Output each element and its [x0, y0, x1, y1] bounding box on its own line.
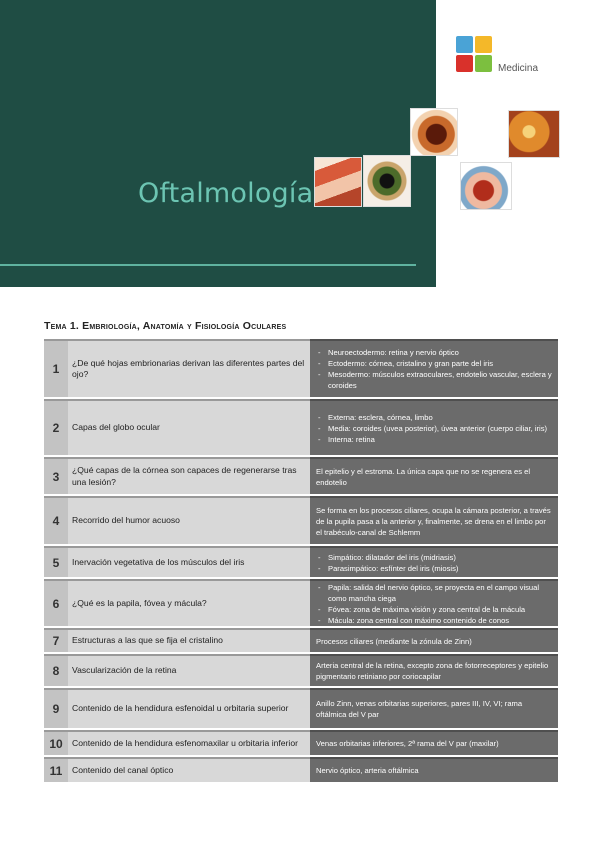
eye-section-image: [460, 162, 512, 210]
table-row: [44, 730, 558, 755]
row-number: 5: [44, 546, 68, 577]
row-number: 6: [44, 579, 68, 626]
row-answer: [310, 339, 558, 397]
qa-table: [44, 339, 558, 784]
row-number: 4: [44, 496, 68, 544]
answer-text: Venas orbitarias inferiores, 2ª rama del V par (maxilar): [316, 739, 499, 748]
row-question: Vascularización de la retina: [68, 654, 310, 686]
row-question: Estructuras a las que se fija el cristalino: [68, 628, 310, 652]
row-number: 9: [44, 688, 68, 728]
answer-list: [316, 552, 552, 574]
row-answer: [310, 757, 558, 782]
answer-text: Nervio óptico, arteria oftálmica: [316, 766, 419, 775]
answer-list-item: - Ectodermo: córnea, cristalino y gran parte del iris: [316, 358, 552, 369]
table-row: [44, 757, 558, 782]
row-number: 11: [44, 757, 68, 782]
table-row: [44, 399, 558, 455]
header-panel: [0, 0, 436, 287]
eye-cross-section-image: [314, 157, 362, 207]
header-divider: [0, 264, 416, 266]
row-question: Inervación vegetativa de los músculos del iris: [68, 546, 310, 577]
row-number: 1: [44, 339, 68, 397]
table-row: [44, 546, 558, 577]
row-answer: [310, 688, 558, 728]
row-question: ¿Qué capas de la córnea son capaces de regenerarse tras una lesión?: [68, 457, 310, 494]
row-number: 8: [44, 654, 68, 686]
logo-text: Medicina: [498, 63, 539, 74]
eye-anatomy-image: [410, 108, 458, 156]
answer-list-item: - Fóvea: zona de máxima visión y zona central de la mácula: [316, 604, 552, 615]
table-row: [44, 654, 558, 686]
answer-list-item: - Interna: retina: [316, 434, 552, 445]
answer-text: Anillo Zinn, venas orbitarias superiores, pares III, IV, VI; rama oftálmica del V par: [316, 699, 523, 719]
row-answer: [310, 399, 558, 455]
row-number: 2: [44, 399, 68, 455]
row-answer: [310, 628, 558, 652]
answer-list-item: - Mácula: zona central con máximo contenido de conos: [316, 615, 552, 626]
medicina-logo-icon: [456, 36, 492, 72]
row-question: Capas del globo ocular: [68, 399, 310, 455]
row-number: 10: [44, 730, 68, 755]
row-answer: [310, 546, 558, 577]
answer-list-item: - Neuroectodermo: retina y nervio óptico: [316, 347, 552, 358]
row-answer: [310, 654, 558, 686]
answer-list-item: - Simpático: dilatador del iris (midriasis): [316, 552, 552, 563]
table-row: [44, 339, 558, 397]
answer-text: Arteria central de la retina, excepto zona de fotorreceptores y epitelio pigmentario retiniano por coriocapilar: [316, 661, 549, 681]
answer-text: Procesos ciliares (mediante la zónula de Zinn): [316, 636, 472, 646]
row-question: Recorrido del humor acuoso: [68, 496, 310, 544]
answer-list: [316, 347, 552, 391]
retina-fundus-image: [508, 110, 560, 158]
row-question: ¿Qué es la papila, fóvea y mácula?: [68, 579, 310, 626]
row-question: ¿De qué hojas embrionarias derivan las diferentes partes del ojo?: [68, 339, 310, 397]
row-number: 3: [44, 457, 68, 494]
answer-list-item: - Mesodermo: músculos extraoculares, endotelio vascular, esclera y coroides: [316, 369, 552, 391]
row-answer: [310, 457, 558, 494]
answer-list-item: - Parasimpático: esfínter del iris (miosis): [316, 563, 552, 574]
table-row: [44, 628, 558, 652]
answer-list-item: - Externa: esclera, córnea, limbo: [316, 412, 552, 423]
row-answer: [310, 496, 558, 544]
answer-list-item: - Media: coroides (uvea posterior), úvea anterior (cuerpo ciliar, iris): [316, 423, 552, 434]
row-number: 7: [44, 628, 68, 652]
row-answer: [310, 579, 558, 626]
table-row: [44, 579, 558, 626]
row-answer: [310, 730, 558, 755]
answer-list: [316, 582, 552, 626]
answer-text: El epitelio y el estroma. La única capa que no se regenera es el endotelio: [316, 466, 531, 487]
table-row: [44, 688, 558, 728]
row-question: Contenido de la hendidura esfenoidal u orbitaria superior: [68, 688, 310, 728]
row-question: Contenido del canal óptico: [68, 757, 310, 782]
page-title: Oftalmología: [138, 178, 314, 209]
section-title: Tema 1. Embriología, Anatomía y Fisiología Oculares: [44, 320, 287, 332]
table-row: [44, 496, 558, 544]
iris-closeup-image: [363, 155, 411, 207]
row-question: Contenido de la hendidura esfenomaxilar u orbitaria inferior: [68, 730, 310, 755]
answer-list: [316, 412, 552, 445]
answer-text: Se forma en los procesos ciliares, ocupa la cámara posterior, a través de la pupila pasa a la anterior y, finalmente, se drena en el limbo por el trabéculo-canal de Schlemm: [316, 505, 551, 537]
table-row: [44, 457, 558, 494]
answer-list-item: - Papila: salida del nervio óptico, se proyecta en el campo visual como mancha ciega: [316, 582, 552, 604]
